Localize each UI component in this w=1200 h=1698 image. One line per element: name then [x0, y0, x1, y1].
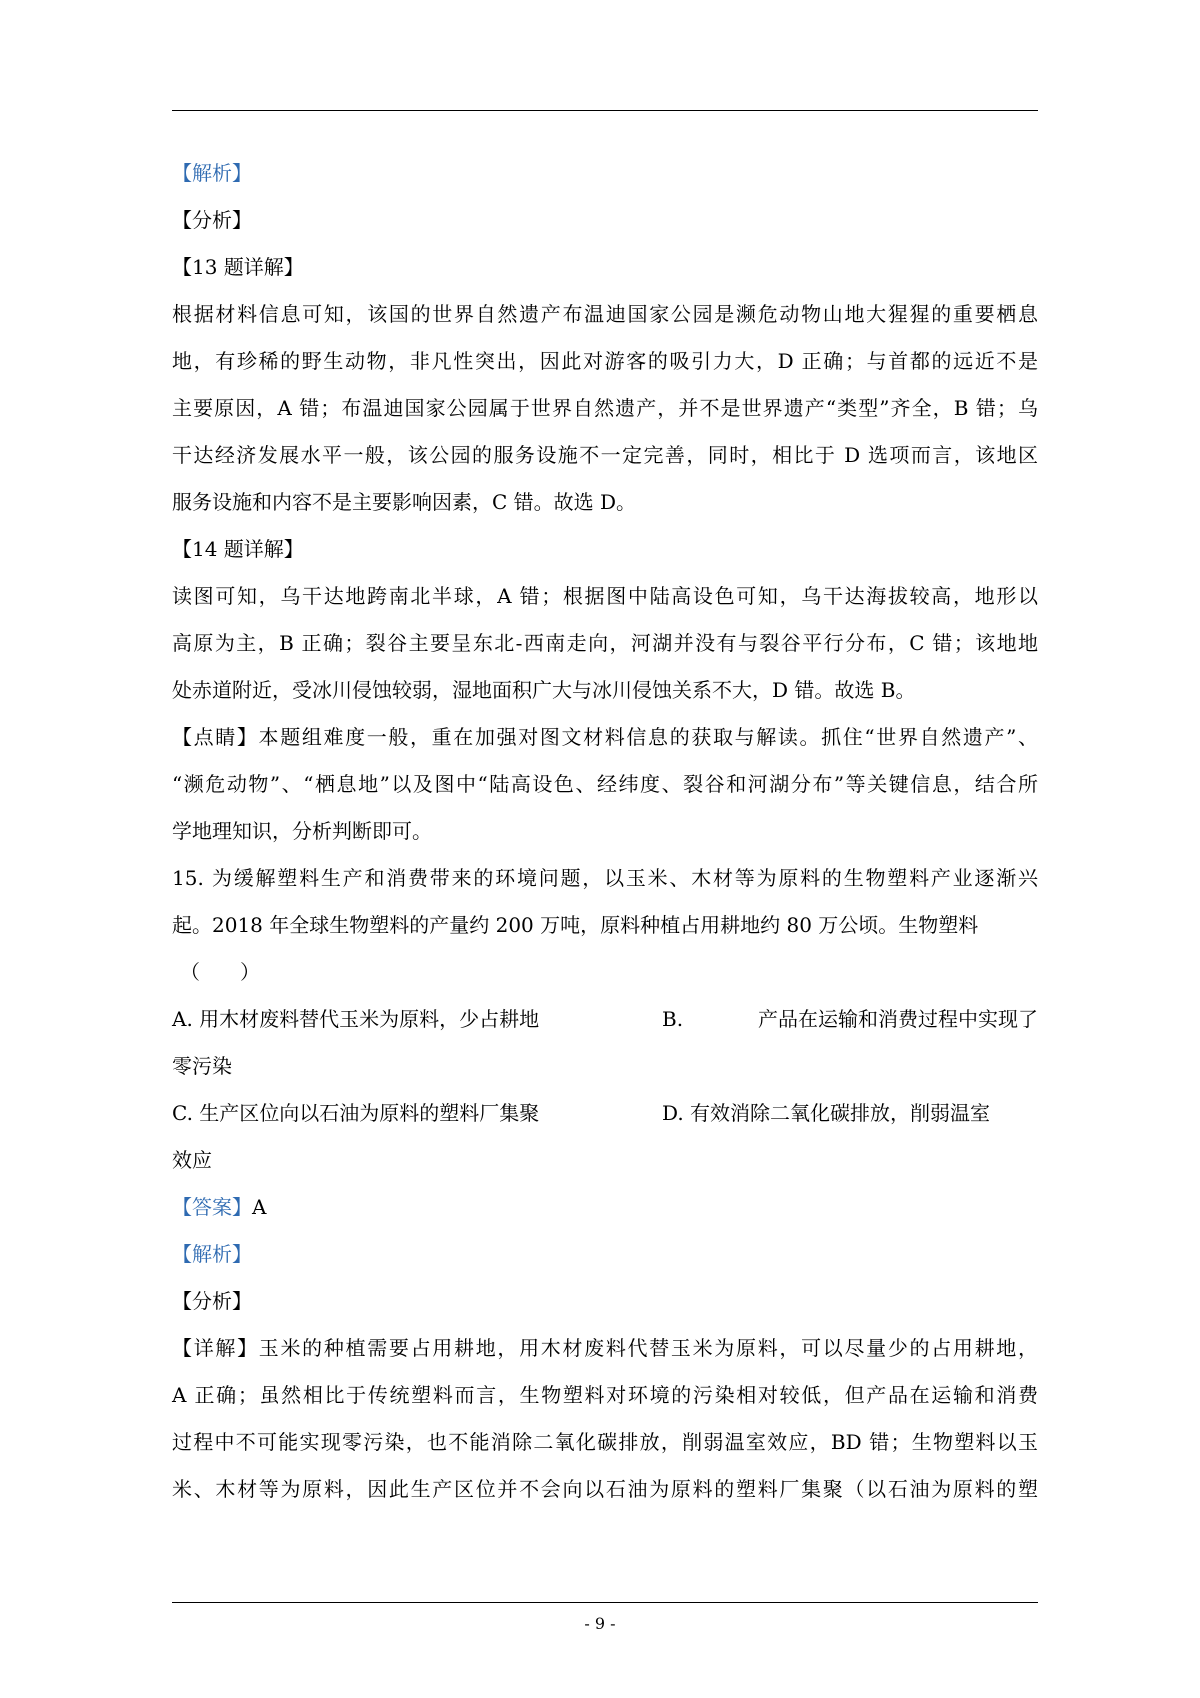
footer-rule: [172, 1602, 1038, 1603]
q15-option-d-continued: 效应: [172, 1148, 212, 1172]
q13-detail-line-2: 地，有珍稀的野生动物，非凡性突出，因此对游客的吸引力大，D 正确；与首都的远近不是: [172, 349, 1038, 373]
q15-option-b-label: B.: [662, 1007, 684, 1031]
q13-detail-line-1: 根据材料信息可知，该国的世界自然遗产布温迪国家公园是濒危动物山地大猩猩的重要栖息: [172, 302, 1038, 326]
q13-detail-line-3: 主要原因，A 错；布温迪国家公园属于世界自然遗产，并不是世界遗产“类型”齐全，B 错；乌: [172, 396, 1038, 420]
q13-heading: 【13 题详解】: [172, 255, 304, 279]
q15-option-b-continued: 零污染: [172, 1054, 232, 1078]
q15-detail-line-1: 【详解】玉米的种植需要占用耕地，用木材废料代替玉米为原料，可以尽量少的占用耕地，: [172, 1336, 1038, 1360]
q13-detail-line-5: 服务设施和内容不是主要影响因素，C 错。故选 D。: [172, 490, 637, 514]
dianjing-line-3: 学地理知识，分析判断即可。: [172, 819, 432, 843]
q15-option-a: A. 用木材废料替代玉米为原料，少占耕地: [172, 1007, 540, 1031]
q14-detail-line-2: 高原为主，B 正确；裂谷主要呈东北-西南走向，河湖并没有与裂谷平行分布，C 错；该地地: [172, 631, 1038, 655]
q15-detail-line-2: A 正确；虽然相比于传统塑料而言，生物塑料对环境的污染相对较低，但产品在运输和消费: [172, 1383, 1038, 1407]
jiexi-heading-1: 【解析】: [172, 161, 252, 185]
jiexi-heading-2: 【解析】: [172, 1242, 252, 1266]
page-number: - 9 -: [584, 1614, 616, 1633]
answer-label: 【答案】: [172, 1195, 252, 1219]
answer-line: [172, 1184, 1038, 1231]
q13-detail-line-4: 干达经济发展水平一般，该公园的服务设施不一定完善，同时，相比于 D 选项而言，该地区: [172, 443, 1038, 467]
page-content: [172, 150, 1038, 1513]
q14-detail-line-1: 读图可知，乌干达地跨南北半球，A 错；根据图中陆高设色可知，乌干达海拔较高，地形以: [172, 584, 1038, 608]
q15-options-row-1: [172, 996, 1038, 1043]
q15-options-row-2: [172, 1090, 1038, 1137]
q15-answer-blank: （ ）: [180, 960, 260, 984]
dianjing-line-1: 【点睛】本题组难度一般，重在加强对图文材料信息的获取与解读。抓住“世界自然遗产”、: [172, 725, 1038, 749]
q14-detail-line-3: 处赤道附近，受冰川侵蚀较弱，湿地面积广大与冰川侵蚀关系不大，D 错。故选 B。: [172, 678, 916, 702]
q15-stem-line-2: 起。2018 年全球生物塑料的产量约 200 万吨，原料种植占用耕地约 80 万公顷。生物塑料: [172, 913, 979, 937]
dianjing-line-2: “濒危动物”、“栖息地”以及图中“陆高设色、经纬度、裂谷和河湖分布”等关键信息，结合所: [172, 772, 1038, 796]
q15-detail-line-3: 过程中不可能实现零污染，也不能消除二氧化碳排放，削弱温室效应，BD 错；生物塑料以玉: [172, 1430, 1038, 1454]
analysis-heading-1: 【分析】: [172, 208, 252, 232]
q15-option-d: D. 有效消除二氧化碳排放，削弱温室: [662, 1101, 991, 1125]
analysis-heading-2: 【分析】: [172, 1289, 252, 1313]
q15-option-b: [662, 996, 1038, 1043]
q15-stem-line-1: 15. 为缓解塑料生产和消费带来的环境问题，以玉米、木材等为原料的生物塑料产业逐渐兴: [172, 866, 1038, 890]
answer-value: A: [252, 1195, 267, 1219]
q15-option-c: C. 生产区位向以石油为原料的塑料厂集聚: [172, 1101, 540, 1125]
q15-option-b-text: 产品在运输和消费过程中实现了: [758, 1007, 1038, 1031]
header-rule: [172, 110, 1038, 111]
q15-detail-line-4: 米、木材等为原料，因此生产区位并不会向以石油为原料的塑料厂集聚（以石油为原料的塑: [172, 1477, 1038, 1501]
q14-heading: 【14 题详解】: [172, 537, 304, 561]
